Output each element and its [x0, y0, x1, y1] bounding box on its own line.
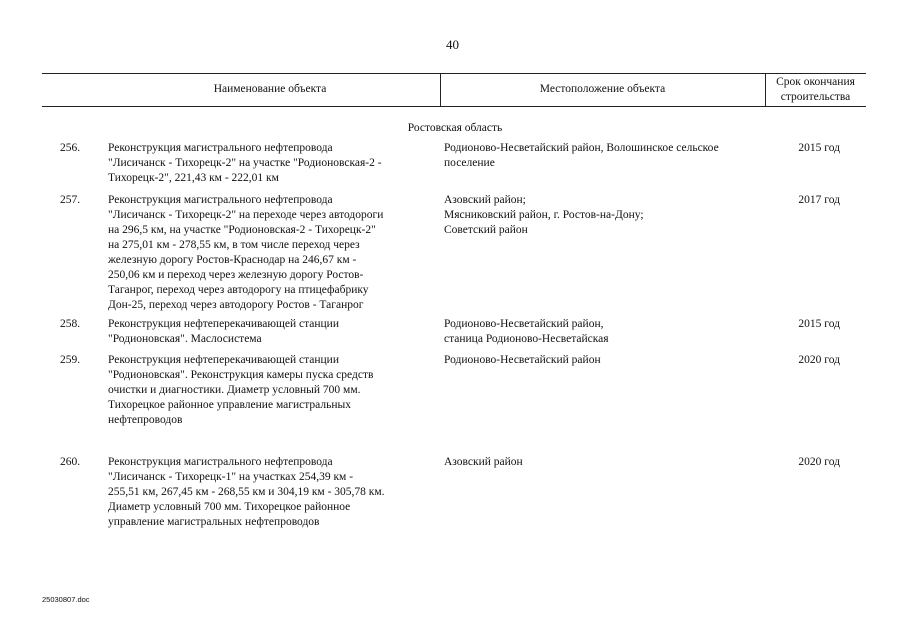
column-header-name-label: Наименование объекта — [213, 83, 327, 95]
page-number: 40 — [446, 37, 459, 52]
object-location: Родионово-Несветайский район — [444, 354, 601, 366]
object-name: Реконструкция нефтеперекачивающей станции "Родионовская". Маслосистема — [108, 318, 339, 345]
row-number: 258. — [60, 318, 81, 330]
column-header-term — [765, 73, 866, 106]
object-name: Реконструкция магистрального нефтепровода "Лисичанск - Тихорецк-2" на участке "Родионовская-2 - Тихорецк-2", 221,43 км - 222,01 км — [108, 142, 382, 184]
column-header-term-label: Срок окончания строительства — [776, 75, 855, 103]
column-header-location — [440, 73, 765, 106]
column-header-location-label: Местоположение объекта — [539, 83, 666, 95]
object-location: Азовский район; Мясниковский район, г. Ростов-на-Дону; Советский район — [444, 194, 644, 236]
row-number: 257. — [60, 194, 81, 206]
object-name: Реконструкция нефтеперекачивающей станции "Родионовская". Реконструкция камеры пуска средств очистки и диагностики. Диаметр условный 700 мм. Тихорецкое районное управление магистральных нефтепроводов — [108, 354, 374, 426]
object-location: Родионово-Несветайский район, Волошинское сельское поселение — [444, 142, 719, 169]
row-number: 259. — [60, 354, 81, 366]
completion-term: 2017 год — [798, 194, 840, 206]
completion-term: 2015 год — [798, 318, 840, 330]
completion-term: 2020 год — [798, 354, 840, 366]
column-header-name — [100, 73, 440, 106]
document-filename: 25030807.doc — [42, 595, 90, 604]
object-name: Реконструкция магистрального нефтепровода "Лисичанск - Тихорецк-2" на переходе через автодороги на 296,5 км, на участке "Родионовская-2 - Тихорецк-2" на 275,01 км - 278,55 км, в том числе переход через железную дорогу Ростов-Краснодар на 246,67 км - 250,06 км и переход через железную дорогу Ростов- Таганрог, переход через автодорогу на птицефабрику Дон-25, переход через автодорогу Ростов - Таганрог — [108, 194, 384, 311]
region-heading: Ростовская область — [407, 122, 503, 134]
row-number: 260. — [60, 456, 81, 468]
completion-term: 2015 год — [798, 142, 840, 154]
object-location: Родионово-Несветайский район, станица Родионово-Несветайская — [444, 318, 609, 345]
completion-term: 2020 год — [798, 456, 840, 468]
table-header-bottom-rule — [42, 106, 866, 107]
row-number: 256. — [60, 142, 81, 154]
object-location: Азовский район — [444, 456, 523, 468]
object-name: Реконструкция магистрального нефтепровода "Лисичанск - Тихорецк-1" на участках 254,39 км - 255,51 км, 267,45 км - 268,55 км и 304,19 км - 305,78 км. Диаметр условный 700 мм. Тихорецкое районное управление магистральных нефтепроводов — [108, 456, 385, 528]
